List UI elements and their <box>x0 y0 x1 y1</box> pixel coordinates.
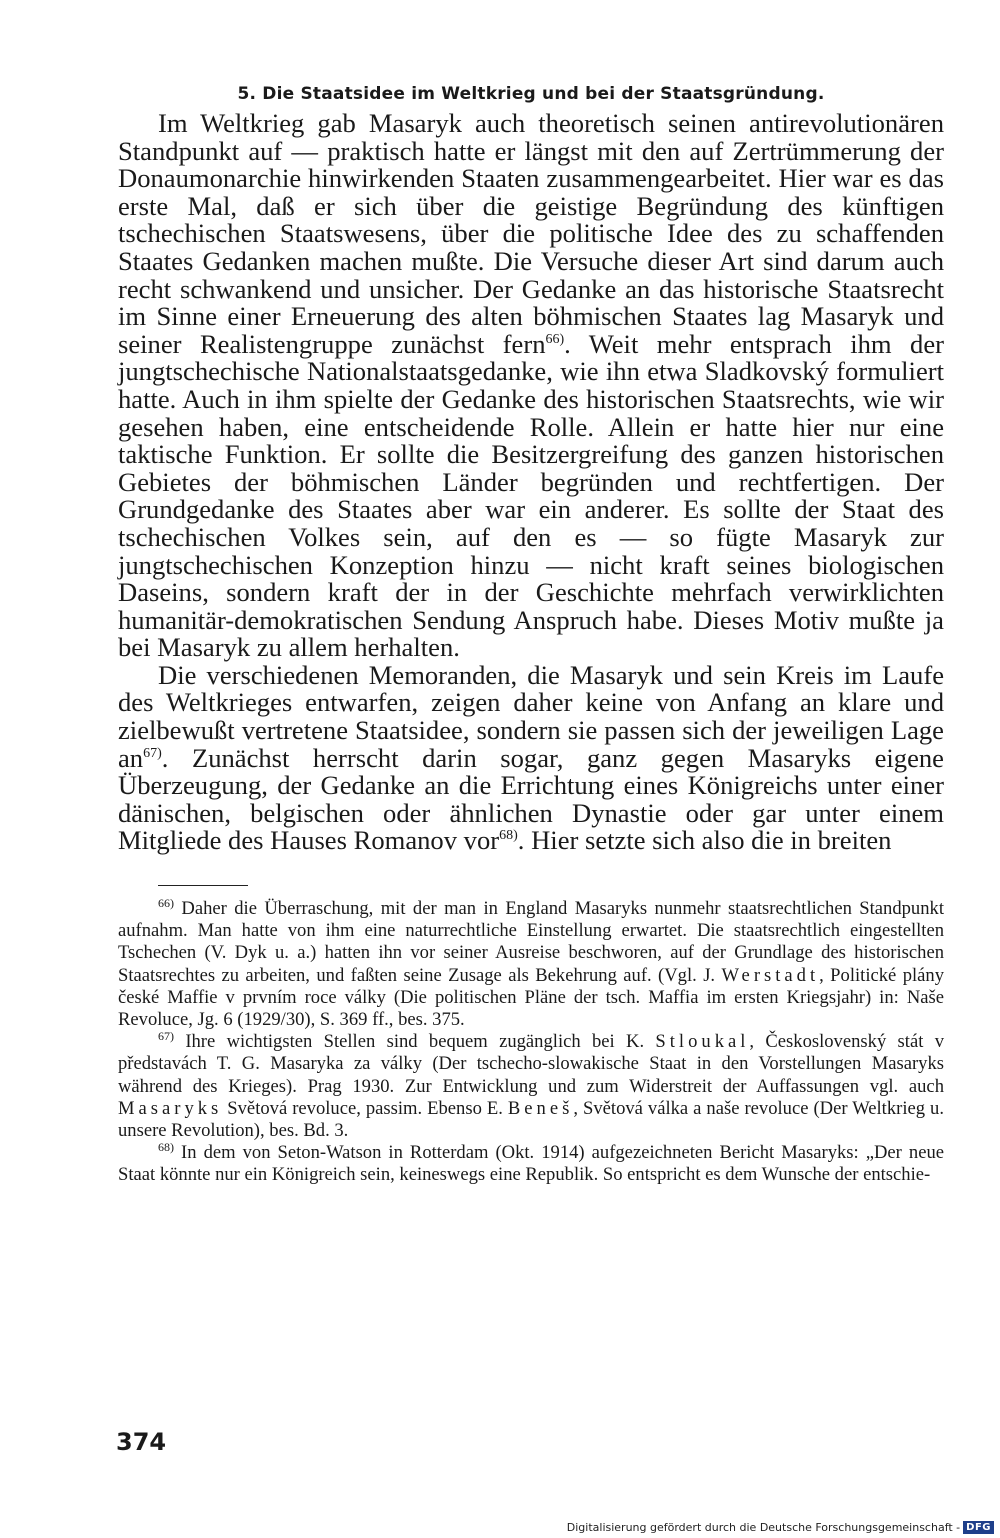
footnote-ref-67[interactable]: 67) <box>143 745 162 761</box>
footnote-68-mark: 68) <box>158 1140 174 1155</box>
credit-text: Digitalisierung gefördert durch die Deutsche Forschungsgemeinschaft - <box>566 1521 961 1534</box>
footnote-67-author: Stloukal <box>655 1031 750 1053</box>
page-content <box>118 84 944 1187</box>
paragraph-1-text-b: . Weit mehr entsprach ihm der jungtschechische Nationalstaatsgedanke, wie ihn etwa Sladkovský formuliert hatte. Auch in ihm spielte der Gedanke des historischen Staatsrechts, wie wir gesehen haben, eine entscheidende Rolle. Allein er hatte hier nur eine taktische Funktion. Er sollte die Besitzergreifung des ganzen historischen Gebietes der böhmischen Länder begründen und rechtfertigen. Der Grundgedanke des Staates aber war ein anderer. Es sollte der Staat des tschechischen Volkes sein, auf den es — so fügte Masaryk zur jungtschechischen Konzeption hinzu — nicht kraft seines biologischen Daseins, sondern kraft der in der Geschichte mehrfach verwirklichten humanitär-demokratischen Sendung Anspruch habe. Dieses Motiv mußte ja bei Masaryk zu allem herhalten. <box>118 328 944 663</box>
footnote-67-text-3: Světová revoluce, passim. Ebenso E. <box>222 1097 508 1119</box>
footnote-67-mark: 67) <box>158 1029 174 1044</box>
footnote-66-text-1: Daher die Überraschung, mit der man in England Masaryks nunmehr staatsrechtlichen Standpunkt aufnahm. Man hatte von ihm eine naturrechtliche Einstellung erwartet. Die staatsrechtlich eingestellten Tschechen (V. Dyk u. a.) hatten ihn vor seiner Ausreise beschworen, auf der Grundlage des historischen Staatsrechtes zu arbeiten, und faßten seine Zusage als Bekehrung auf. (Vgl. J. <box>118 898 944 986</box>
footnote-67-text-2: , Československý stát v představách T. G. Masaryka za války (Der tschecho-slowakische Staat in den Vorstellungen Masaryks während des Krieges). Prag 1930. Zur Entwicklung und zum Widerstreit der Auffassungen vgl. auch <box>118 1031 944 1097</box>
footnote-68 <box>118 1142 944 1186</box>
footnote-66-text-2: , Politické plány české Maffie v prvním roce války (Die politischen Pläne der tsch. Maffia im ersten Kriegsjahr) in: Naše Revoluce, Jg. 6 (1929/30), S. 369 ff., bes. 375. <box>118 964 944 1031</box>
footnote-67-text-1: Ihre wichtigsten Stellen sind bequem zugänglich bei K. <box>174 1031 656 1053</box>
footnote-68-text-1: In dem von Seton-Watson in Rotterdam (Okt. 1914) aufgezeichneten Bericht Masaryks: „Der neue Staat könnte nur ein Königreich sein, keineswegs eine Republik. So entspricht es dem Wunsche der entschie- <box>118 1142 944 1186</box>
footnote-66-mark: 66) <box>158 895 174 910</box>
footnote-divider <box>158 885 248 886</box>
paragraph-2-text-b: . Zunächst herrscht darin sogar, ganz gegen Masaryks eigene Überzeugung, der Gedanke an die Errichtung eines Königreichs unter einer dänischen, belgischen oder ähnlichen Dynastie oder gar unter einem Mitgliede des Hauses Romanov vor <box>118 742 944 856</box>
footnote-67 <box>118 1031 944 1142</box>
digitization-credit <box>567 1521 994 1534</box>
footnote-ref-66[interactable]: 66) <box>545 331 565 347</box>
footnote-66 <box>118 895 944 1031</box>
footnote-67-author-3: Beneš <box>507 1097 574 1119</box>
paragraph-1 <box>118 110 944 662</box>
dfg-logo-icon: DFG <box>963 1521 994 1534</box>
footnote-67-author-2: Masaryks <box>118 1097 223 1119</box>
paragraph-1-text-a: Im Weltkrieg gab Masaryk auch theoretisch seinen antirevolutionären Standpunkt auf — praktisch hatte er längst mit den auf Zertrümmerung der Donaumonarchie hinwirkenden Staaten zusammengearbeitet. Hier war es das erste Mal, daß er sich über die geistige Begründung des künftigen tschechischen Staatswesens, über die politische Idee des zu schaffenden Staates Gedanken machen mußte. Die Versuche dieser Art sind darum auch recht schwankend und unsicher. Der Gedanke an das historische Staatsrecht im Sinne einer Erneuerung des alten böhmischen Staates lag Masaryk und seiner Realistengruppe zunächst fern <box>118 108 944 359</box>
paragraph-2 <box>118 659 944 856</box>
page-number: 374 <box>116 1428 167 1456</box>
footnote-ref-68[interactable]: 68) <box>499 828 518 844</box>
paragraph-2-text-a: Die verschiedenen Memoranden, die Masaryk und sein Kreis im Laufe des Weltkrieges entwarfen, zeigen daher keine von Anfang an klare und zielbewußt vertretene Staatsidee, sondern sie passen sich der jeweiligen Lage an <box>118 659 944 773</box>
footnote-66-author: Werstadt <box>721 964 820 986</box>
footnote-67-text-4: , Světová válka a naše revoluce (Der Weltkrieg u. unsere Revolution), bes. Bd. 3. <box>118 1097 944 1142</box>
section-heading: 5. Die Staatsidee im Weltkrieg und bei der Staatsgründung. <box>237 84 825 104</box>
paragraph-2-text-c: . Hier setzte sich also die in breiten <box>517 825 892 856</box>
